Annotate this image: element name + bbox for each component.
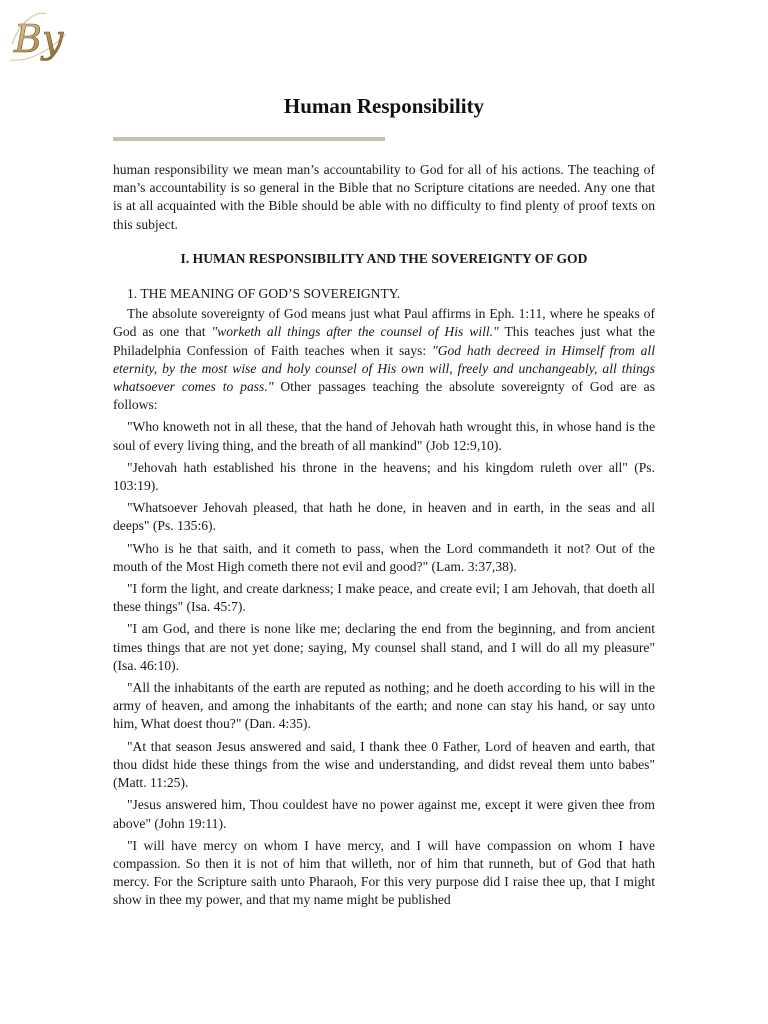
section-heading: I. HUMAN RESPONSIBILITY AND THE SOVEREIGNTY OF GOD <box>180 250 588 266</box>
page-title: Human Responsibility <box>283 94 485 118</box>
scripture-quote: "I will have mercy on whom I have mercy, and I will have compassion on whom I have compassion. So then it is not of him that willeth, nor of him that runneth, but of God that hath mercy. For the Scripture saith unto Pharaoh, For this very purpose did I raise thee up, that I might show in thee my power, and that my name might be published <box>113 837 655 908</box>
scripture-quote: "At that season Jesus answered and said, I thank thee 0 Father, Lord of heaven and earth, that thou didst hide these things from the wise and understanding, and didst reveal them unto babes" (Matt. 11:25). <box>113 738 655 791</box>
emphasis-quote: "God hath decreed in Himself from all eternity, by the most wise and holy counsel of His own will, freely and unchangeably, all things whatsoever comes to pass." <box>113 342 655 395</box>
emphasis-quote: "worketh all things after the counsel of His will." <box>211 324 499 340</box>
by-logo <box>6 4 86 70</box>
scripture-quote: "Jesus answered him, Thou couldest have no power against me, except it were given thee from above" (John 19:11). <box>113 797 655 831</box>
scripture-quote: "Jehovah hath established his throne in the heavens; and his kingdom ruleth over all" (Ps. 103:19). <box>113 459 655 494</box>
title-divider <box>113 137 385 141</box>
document-body <box>113 161 655 910</box>
scripture-quote: "Whatsoever Jehovah pleased, that hath he done, in heaven and in earth, in the seas and all deeps" (Ps. 135:6). <box>113 500 655 534</box>
paragraph-sovereignty <box>113 305 655 414</box>
paragraph-text: Other passages teaching the absolute sovereignty of God are as follows: <box>113 379 656 413</box>
paragraph-text: This teaches just what the Philadelphia Confession of Faith teaches when it says: <box>113 324 656 358</box>
scripture-quote: "Who knoweth not in all these, that the hand of Jehovah hath wrought this, in whose hand is the soul of every living thing, and the breath of all mankind" (Job 12:9,10). <box>113 419 655 453</box>
subsection-heading: 1. THE MEANING OF GOD’S SOVEREIGNTY. <box>127 286 401 302</box>
svg-text:By: By <box>14 17 64 61</box>
paragraph-text: The absolute sovereignty of God means just what Paul affirms in Eph. 1:11, where he speaks of God as one that <box>113 306 655 340</box>
scripture-quote: "I am God, and there is none like me; declaring the end from the beginning, and from ancient times things that are not yet done; saying, My counsel shall stand, and I will do all my pleasure" (Isa. 46:10). <box>113 621 655 673</box>
scripture-quote: "All the inhabitants of the earth are reputed as nothing; and he doeth according to his will in the army of heaven, and among the inhabitants of the earth; and none can stay his hand, or say unto him, What doest thou?" (Dan. 4:35). <box>113 680 655 732</box>
intro-paragraph: human responsibility we mean man’s accountability to God for all of his actions. The teaching of man’s accountability is so general in the Bible that no Scripture citations are needed. Any one that is at all acquainted with the Bible should be able with no difficulty to find plenty of proof texts on this subject. <box>113 162 655 232</box>
scripture-quote: "I form the light, and create darkness; I make peace, and create evil; I am Jehovah, that doeth all these things" (Isa. 45:7). <box>113 581 655 615</box>
scripture-quote: "Who is he that saith, and it cometh to pass, when the Lord commandeth it not? Out of the mouth of the Most High cometh there not evil and good?" (Lam. 3:37,38). <box>113 540 655 574</box>
